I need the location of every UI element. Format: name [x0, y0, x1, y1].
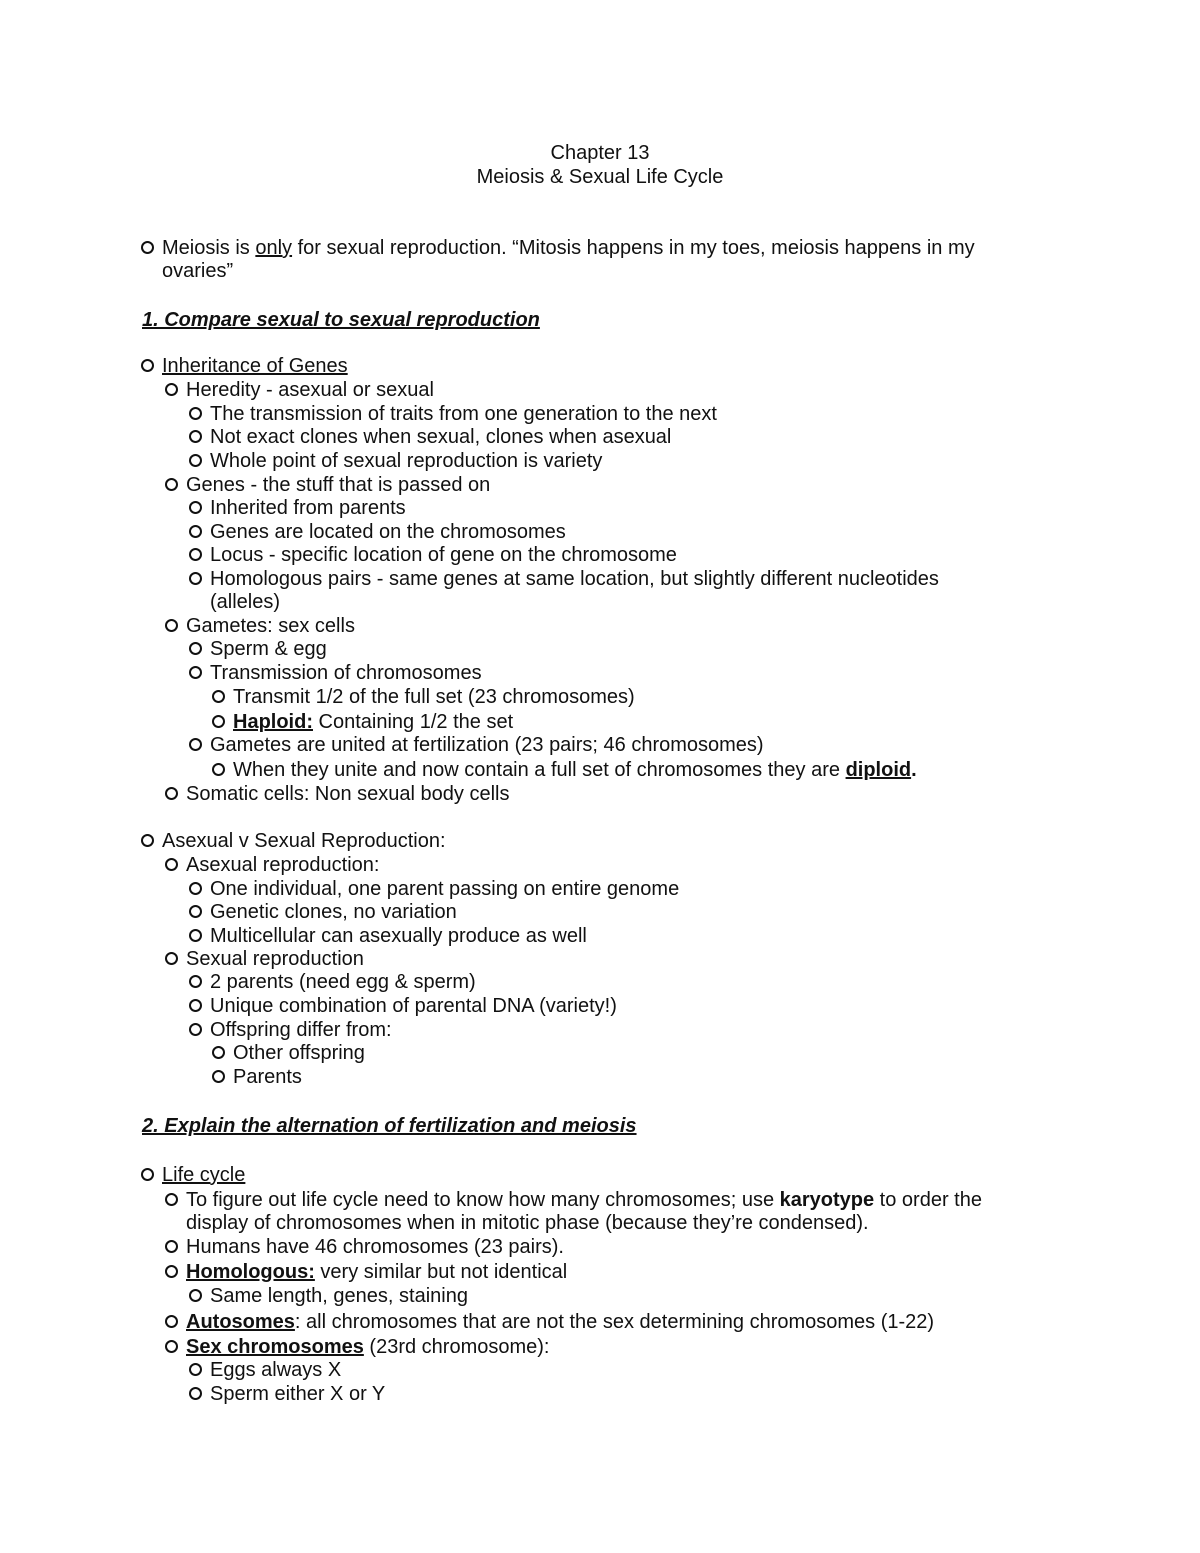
- list-item: The transmission of traits from one generation to the next: [210, 402, 717, 426]
- list-item: Sperm & egg: [210, 637, 327, 661]
- bullet-icon: [189, 738, 202, 751]
- bullet-icon: [189, 572, 202, 585]
- chapter-subtitle: Meiosis & Sexual Life Cycle: [476, 166, 724, 188]
- list-item: Whole point of sexual reproduction is variety: [210, 449, 602, 473]
- bullet-icon: [165, 1265, 178, 1278]
- list-item: Homologous pairs - same genes at same location, but slightly different nucleotides: [210, 567, 939, 591]
- list-item: Genes - the stuff that is passed on: [186, 473, 490, 497]
- bullet-icon: [189, 999, 202, 1012]
- list-item: Inherited from parents: [210, 496, 406, 520]
- bullet-icon: [212, 1046, 225, 1059]
- list-item: Humans have 46 chromosomes (23 pairs).: [186, 1235, 564, 1259]
- bullet-icon: [141, 1168, 154, 1181]
- list-item: Haploid: Containing 1/2 the set: [233, 710, 513, 734]
- list-item: Heredity - asexual or sexual: [186, 378, 434, 402]
- list-item: Sex chromosomes (23rd chromosome):: [186, 1335, 549, 1359]
- list-item: Autosomes: all chromosomes that are not the sex determining chromosomes (1-22): [186, 1310, 934, 1334]
- bullet-icon: [189, 905, 202, 918]
- bullet-icon: [189, 548, 202, 561]
- list-item: Multicellular can asexually produce as well: [210, 924, 587, 948]
- list-item: Other offspring: [233, 1041, 365, 1065]
- bullet-icon: [189, 501, 202, 514]
- list-item: Gametes: sex cells: [186, 614, 355, 638]
- bullet-icon: [165, 858, 178, 871]
- list-item: Not exact clones when sexual, clones when asexual: [210, 425, 671, 449]
- bullet-icon: [165, 1340, 178, 1353]
- bullet-icon: [189, 929, 202, 942]
- list-item: Parents: [233, 1065, 302, 1089]
- list-item: Genes are located on the chromosomes: [210, 520, 566, 544]
- list-item: Inheritance of Genes: [162, 354, 348, 378]
- list-item: Sexual reproduction: [186, 947, 364, 971]
- bullet-icon: [189, 882, 202, 895]
- list-item-continuation: (alleles): [210, 591, 281, 613]
- bullet-icon: [189, 1289, 202, 1302]
- bullet-icon: [212, 715, 225, 728]
- bullet-icon: [189, 1363, 202, 1376]
- bullet-icon: [189, 525, 202, 538]
- bullet-icon: [141, 241, 154, 254]
- intro-continuation: ovaries”: [162, 260, 234, 282]
- list-item: Asexual reproduction:: [186, 853, 379, 877]
- bullet-icon: [165, 1240, 178, 1253]
- list-item: Sperm either X or Y: [210, 1382, 385, 1406]
- section-2-heading: 2. Explain the alternation of fertilization and meiosis: [142, 1115, 637, 1137]
- chapter-title: Chapter 13: [550, 142, 650, 164]
- bullet-icon: [141, 834, 154, 847]
- bullet-icon: [189, 407, 202, 420]
- list-item: 2 parents (need egg & sperm): [210, 970, 476, 994]
- list-item: Genetic clones, no variation: [210, 900, 457, 924]
- bullet-icon: [189, 1023, 202, 1036]
- list-item: Offspring differ from:: [210, 1018, 392, 1042]
- list-item: One individual, one parent passing on entire genome: [210, 877, 679, 901]
- bullet-icon: [212, 690, 225, 703]
- list-item: Gametes are united at fertilization (23 pairs; 46 chromosomes): [210, 733, 764, 757]
- bullet-icon: [165, 478, 178, 491]
- bullet-icon: [165, 1193, 178, 1206]
- bullet-icon: [165, 952, 178, 965]
- section-1-heading: 1. Compare sexual to sexual reproduction: [142, 309, 540, 331]
- bullet-icon: [189, 430, 202, 443]
- bullet-icon: [141, 359, 154, 372]
- bullet-icon: [165, 383, 178, 396]
- bullet-icon: [165, 619, 178, 632]
- list-item: Homologous: very similar but not identical: [186, 1260, 567, 1284]
- list-item: Asexual v Sexual Reproduction:: [162, 829, 446, 853]
- bullet-icon: [189, 975, 202, 988]
- list-item: Unique combination of parental DNA (variety!): [210, 994, 617, 1018]
- bullet-icon: [189, 454, 202, 467]
- list-item: When they unite and now contain a full set of chromosomes they are diploid.: [233, 758, 917, 782]
- bullet-icon: [189, 642, 202, 655]
- list-item: Transmission of chromosomes: [210, 661, 482, 685]
- list-item: Somatic cells: Non sexual body cells: [186, 782, 509, 806]
- list-item: To figure out life cycle need to know how many chromosomes; use karyotype to order the: [186, 1188, 982, 1212]
- intro-bullet: Meiosis is only for sexual reproduction. “Mitosis happens in my toes, meiosis happens in my: [162, 236, 975, 260]
- list-item: Eggs always X: [210, 1358, 341, 1382]
- bullet-icon: [165, 787, 178, 800]
- bullet-icon: [212, 1070, 225, 1083]
- bullet-icon: [189, 1387, 202, 1400]
- list-item: Life cycle: [162, 1163, 245, 1187]
- list-item: Same length, genes, staining: [210, 1284, 468, 1308]
- list-item: Transmit 1/2 of the full set (23 chromosomes): [233, 685, 635, 709]
- bullet-icon: [189, 666, 202, 679]
- list-item: Locus - specific location of gene on the chromosome: [210, 543, 677, 567]
- bullet-icon: [165, 1315, 178, 1328]
- bullet-icon: [212, 763, 225, 776]
- list-item-continuation: display of chromosomes when in mitotic phase (because they’re condensed).: [186, 1212, 869, 1234]
